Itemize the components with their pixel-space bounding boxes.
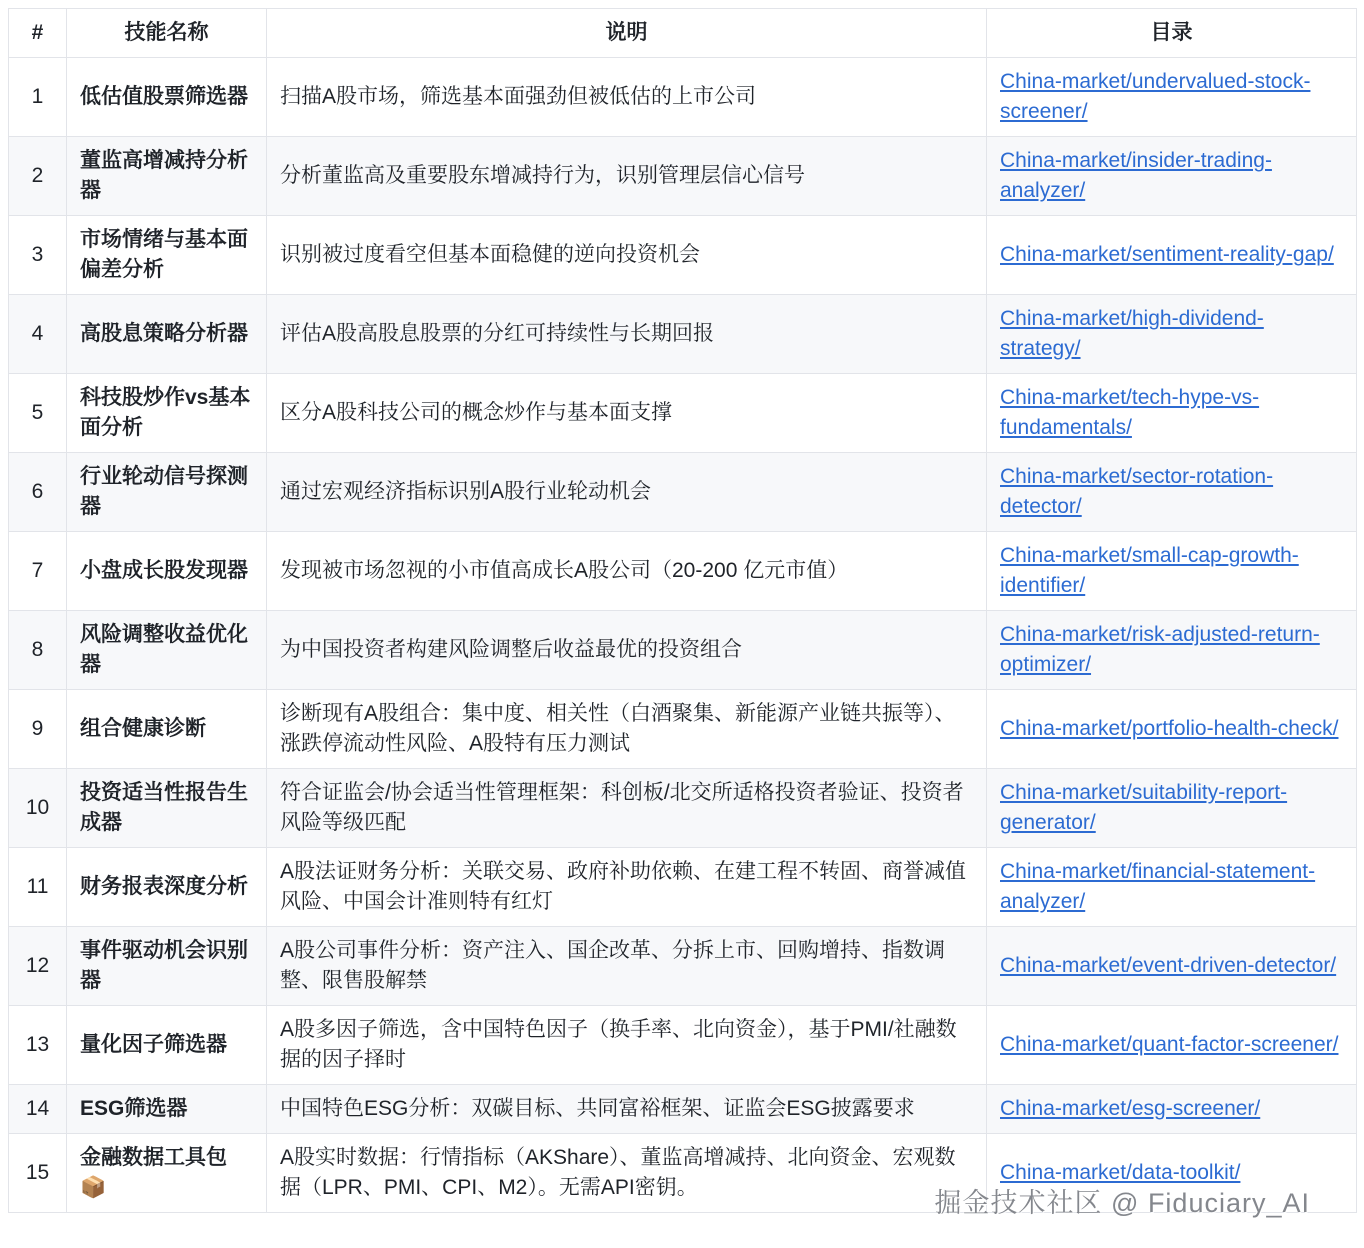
row-number-cell: 10 <box>9 769 67 848</box>
directory-cell <box>987 611 1357 690</box>
row-number-cell: 4 <box>9 295 67 374</box>
row-number-cell: 11 <box>9 848 67 927</box>
row-number-cell: 9 <box>9 690 67 769</box>
table-row <box>9 453 1357 532</box>
table-body <box>9 58 1357 1213</box>
description-cell: 识别被过度看空但基本面稳健的逆向投资机会 <box>267 216 987 295</box>
directory-cell <box>987 927 1357 1006</box>
description-cell: 分析董监高及重要股东增减持行为，识别管理层信心信号 <box>267 137 987 216</box>
directory-link[interactable]: China-market/data-toolkit/ <box>1000 1161 1241 1184</box>
table-row <box>9 769 1357 848</box>
skill-name-cell: 财务报表深度分析 <box>67 848 267 927</box>
directory-cell <box>987 690 1357 769</box>
header-number: # <box>9 9 67 58</box>
table-row <box>9 690 1357 769</box>
row-number-cell: 12 <box>9 927 67 1006</box>
skill-name-cell: 组合健康诊断 <box>67 690 267 769</box>
directory-link[interactable]: China-market/event-driven-detector/ <box>1000 954 1337 977</box>
table-row <box>9 137 1357 216</box>
description-cell: 为中国投资者构建风险调整后收益最优的投资组合 <box>267 611 987 690</box>
row-number-cell: 3 <box>9 216 67 295</box>
table-row <box>9 1006 1357 1085</box>
directory-cell <box>987 374 1357 453</box>
skill-name-cell: 市场情绪与基本面偏差分析 <box>67 216 267 295</box>
description-cell: 区分A股科技公司的概念炒作与基本面支撑 <box>267 374 987 453</box>
skills-table <box>8 8 1357 1213</box>
directory-link[interactable]: China-market/financial-statement-analyzer/ <box>1000 860 1316 913</box>
row-number-cell: 13 <box>9 1006 67 1085</box>
table-row <box>9 611 1357 690</box>
directory-link[interactable]: China-market/sector-rotation-detector/ <box>1000 465 1274 518</box>
directory-link[interactable]: China-market/insider-trading-analyzer/ <box>1000 149 1272 202</box>
skill-name-cell: 行业轮动信号探测器 <box>67 453 267 532</box>
directory-link[interactable]: China-market/quant-factor-screener/ <box>1000 1033 1339 1056</box>
table-row <box>9 848 1357 927</box>
directory-link[interactable]: China-market/high-dividend-strategy/ <box>1000 307 1264 360</box>
description-cell: 符合证监会/协会适当性管理框架：科创板/北交所适格投资者验证、投资者风险等级匹配 <box>267 769 987 848</box>
skill-name-cell: 董监高增减持分析器 <box>67 137 267 216</box>
row-number-cell: 7 <box>9 532 67 611</box>
directory-cell <box>987 216 1357 295</box>
skill-name-cell: 科技股炒作vs基本面分析 <box>67 374 267 453</box>
skill-name-cell: 高股息策略分析器 <box>67 295 267 374</box>
row-number-cell: 1 <box>9 58 67 137</box>
skill-name-cell: 量化因子筛选器 <box>67 1006 267 1085</box>
row-number-cell: 5 <box>9 374 67 453</box>
description-cell: 通过宏观经济指标识别A股行业轮动机会 <box>267 453 987 532</box>
table-row <box>9 1085 1357 1134</box>
directory-link[interactable]: China-market/small-cap-growth-identifier/ <box>1000 544 1299 597</box>
header-description: 说明 <box>267 9 987 58</box>
description-cell: 扫描A股市场，筛选基本面强劲但被低估的上市公司 <box>267 58 987 137</box>
table-header <box>9 9 1357 58</box>
description-cell: A股实时数据：行情指标（AKShare）、董监高增减持、北向资金、宏观数据（LPR、PMI、CPI、M2）。无需API密钥。 <box>267 1134 987 1213</box>
description-cell: 中国特色ESG分析：双碳目标、共同富裕框架、证监会ESG披露要求 <box>267 1085 987 1134</box>
header-row <box>9 9 1357 58</box>
directory-cell <box>987 1085 1357 1134</box>
skill-name-cell: 金融数据工具包 📦 <box>67 1134 267 1213</box>
directory-cell <box>987 58 1357 137</box>
skill-name-cell: 事件驱动机会识别器 <box>67 927 267 1006</box>
table-row <box>9 374 1357 453</box>
row-number-cell: 15 <box>9 1134 67 1213</box>
directory-link[interactable]: China-market/risk-adjusted-return-optimizer/ <box>1000 623 1320 676</box>
directory-cell <box>987 848 1357 927</box>
directory-cell <box>987 769 1357 848</box>
directory-link[interactable]: China-market/tech-hype-vs-fundamentals/ <box>1000 386 1260 439</box>
description-cell: 发现被市场忽视的小市值高成长A股公司（20-200 亿元市值） <box>267 532 987 611</box>
row-number-cell: 14 <box>9 1085 67 1134</box>
skill-name-cell: 风险调整收益优化器 <box>67 611 267 690</box>
table-row <box>9 216 1357 295</box>
skill-name-cell: 小盘成长股发现器 <box>67 532 267 611</box>
description-cell: A股法证财务分析：关联交易、政府补助依赖、在建工程不转固、商誉减值风险、中国会计准则特有红灯 <box>267 848 987 927</box>
description-cell: 评估A股高股息股票的分红可持续性与长期回报 <box>267 295 987 374</box>
row-number-cell: 6 <box>9 453 67 532</box>
skill-name-cell: ESG筛选器 <box>67 1085 267 1134</box>
skill-name-cell: 投资适当性报告生成器 <box>67 769 267 848</box>
table-row <box>9 58 1357 137</box>
table-row <box>9 927 1357 1006</box>
header-directory: 目录 <box>987 9 1357 58</box>
table-row <box>9 295 1357 374</box>
directory-cell <box>987 295 1357 374</box>
directory-cell <box>987 532 1357 611</box>
directory-cell <box>987 1134 1357 1213</box>
table-row <box>9 1134 1357 1213</box>
watermark-text: 掘金技术社区 @ Fiduciary_AI <box>934 1188 1310 1218</box>
row-number-cell: 8 <box>9 611 67 690</box>
row-number-cell: 2 <box>9 137 67 216</box>
directory-link[interactable]: China-market/portfolio-health-check/ <box>1000 717 1339 740</box>
description-cell: 诊断现有A股组合：集中度、相关性（白酒聚集、新能源产业链共振等）、涨跌停流动性风险、A股特有压力测试 <box>267 690 987 769</box>
directory-cell <box>987 1006 1357 1085</box>
directory-link[interactable]: China-market/undervalued-stock-screener/ <box>1000 70 1311 123</box>
header-skill-name: 技能名称 <box>67 9 267 58</box>
description-cell: A股多因子筛选，含中国特色因子（换手率、北向资金），基于PMI/社融数据的因子择时 <box>267 1006 987 1085</box>
skill-name-cell: 低估值股票筛选器 <box>67 58 267 137</box>
table-row <box>9 532 1357 611</box>
directory-link[interactable]: China-market/sentiment-reality-gap/ <box>1000 243 1334 266</box>
directory-link[interactable]: China-market/suitability-report-generator/ <box>1000 781 1288 834</box>
directory-cell <box>987 453 1357 532</box>
directory-cell <box>987 137 1357 216</box>
directory-link[interactable]: China-market/esg-screener/ <box>1000 1097 1261 1120</box>
description-cell: A股公司事件分析：资产注入、国企改革、分拆上市、回购增持、指数调整、限售股解禁 <box>267 927 987 1006</box>
